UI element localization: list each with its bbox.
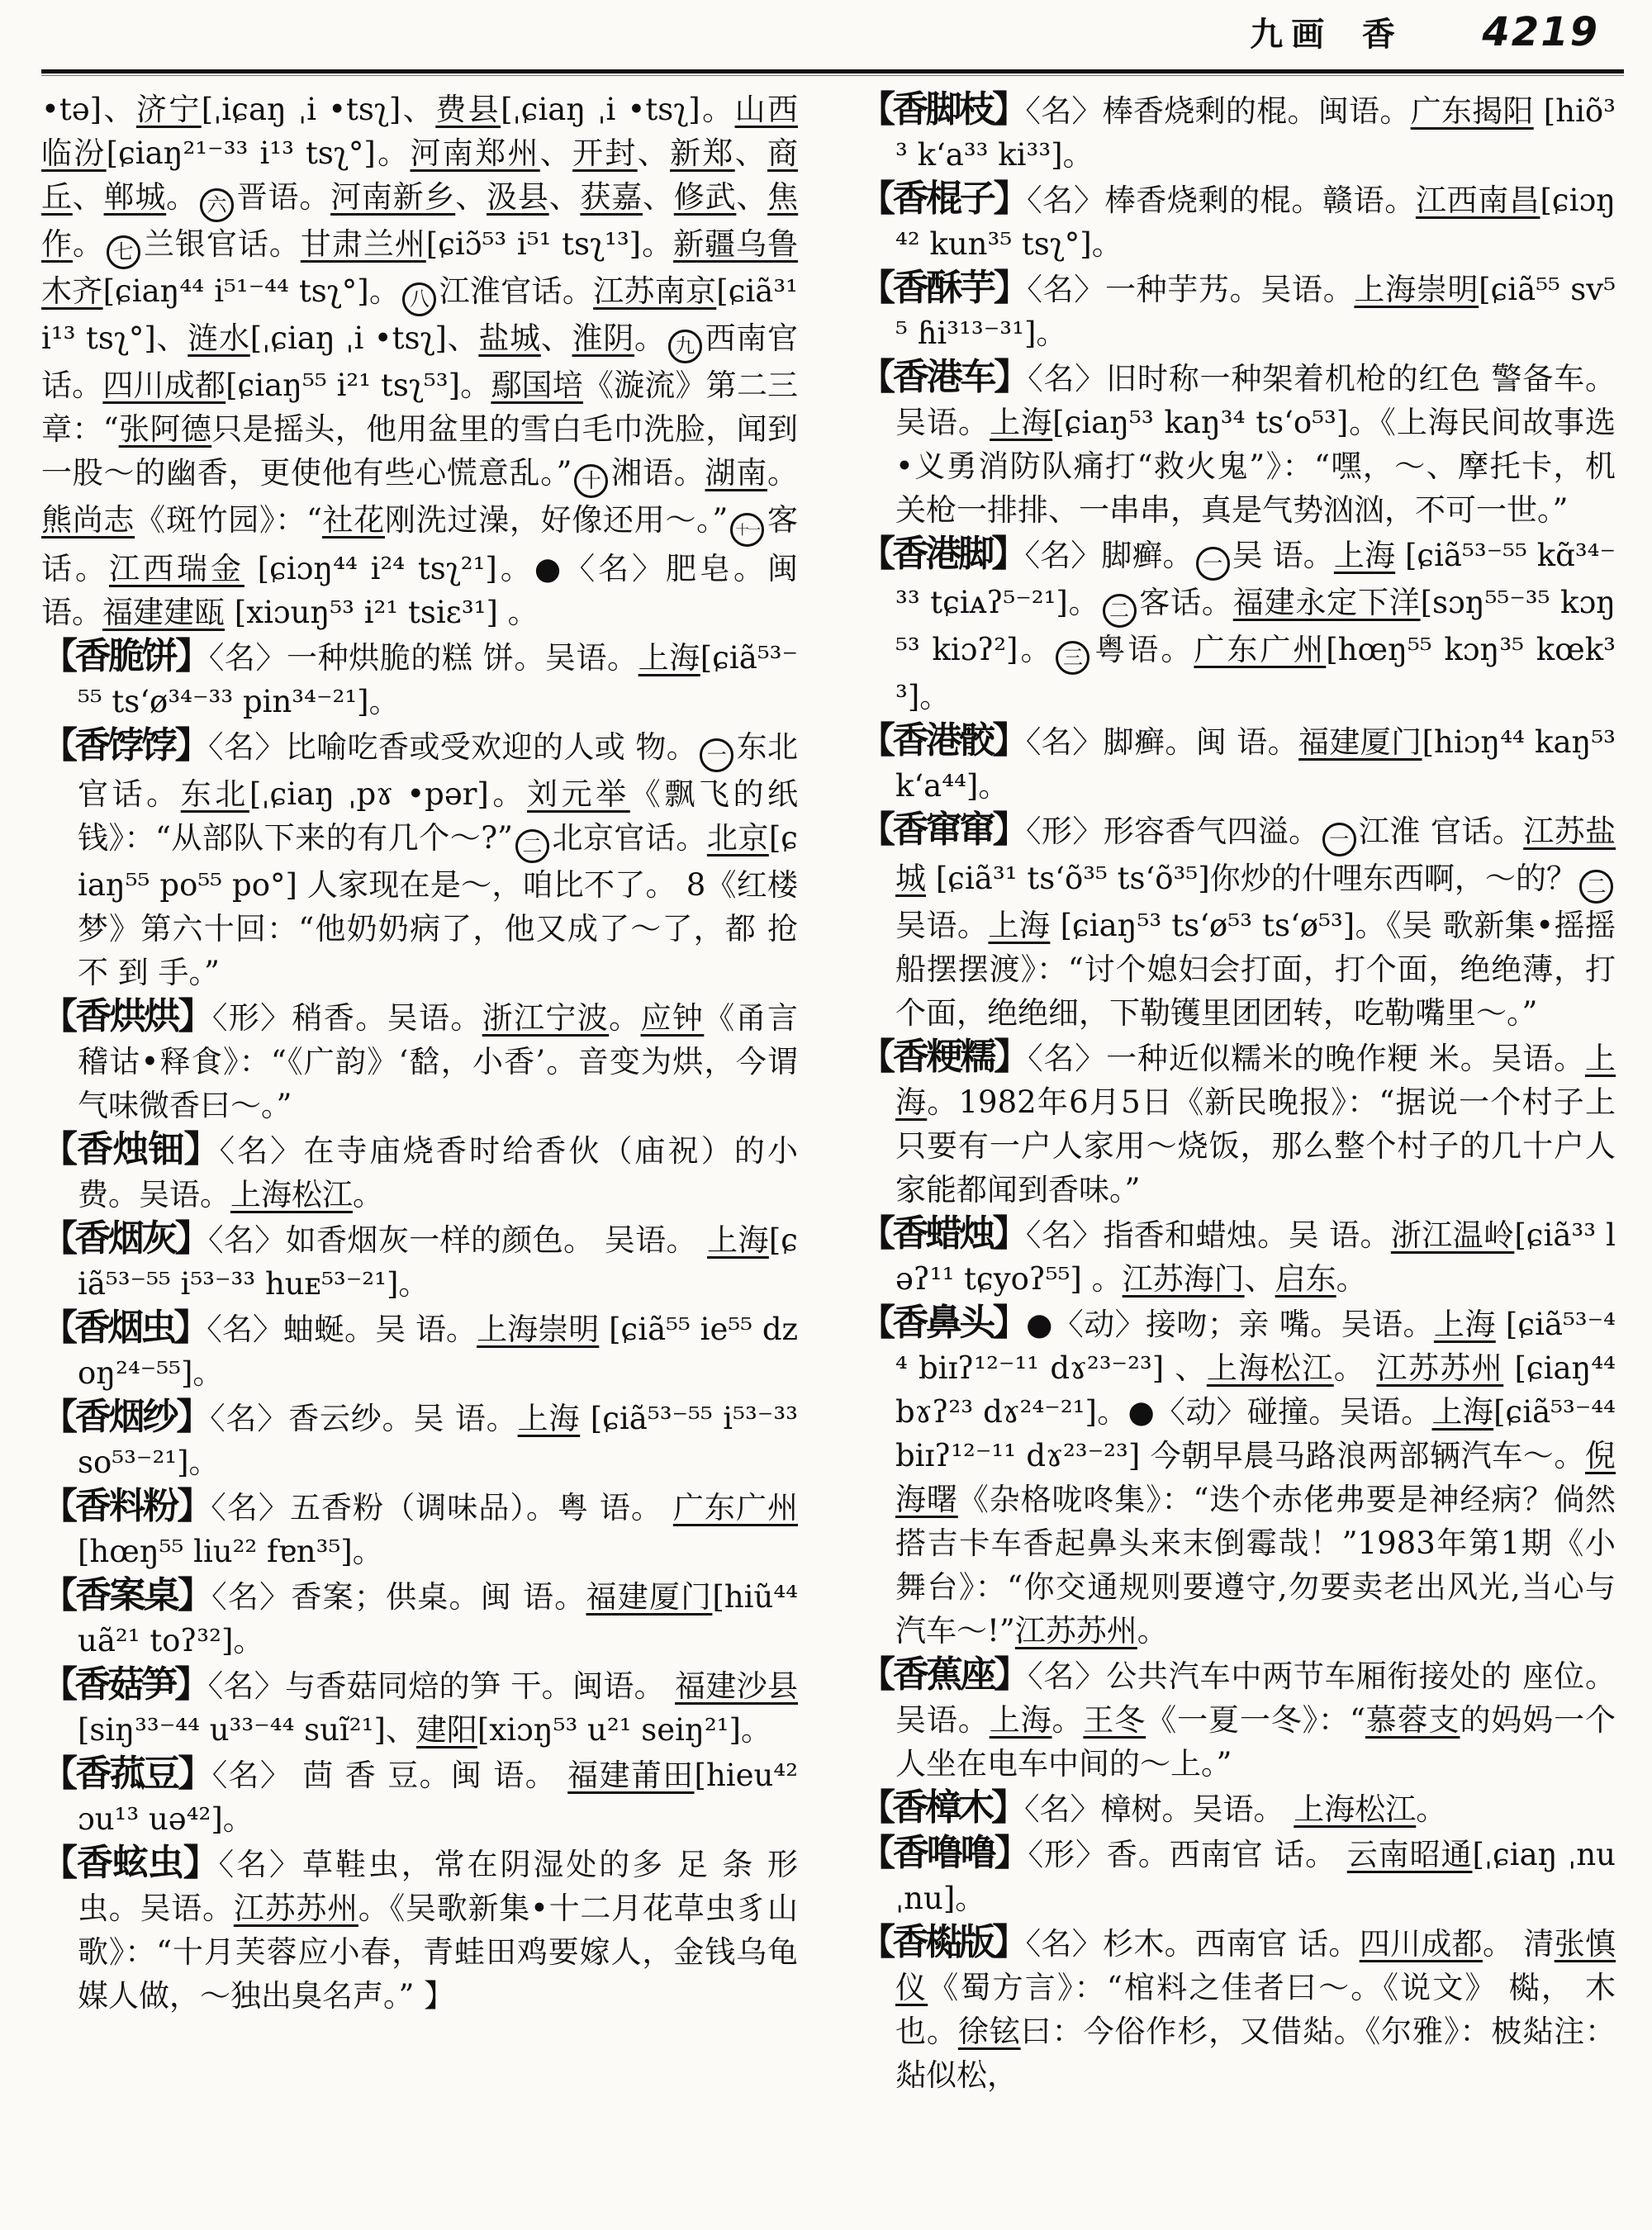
left-column — [41, 88, 798, 2018]
proper-noun: 上海 — [895, 1041, 1616, 1120]
proper-noun: 商丘 — [41, 135, 799, 215]
entry-headword: 【香港车】 — [859, 356, 1028, 398]
dictionary-entry: 【香烘烘】〈形〉稍香。吴语。浙江宁波。应钟《甬言稽诂•释食》：“《广韵》‘馠，小香’。音变为烘，今谓气味微香曰～。” — [41, 995, 799, 1123]
proper-noun: 江苏苏州 — [233, 1891, 358, 1926]
sense-number-circle: 二 — [515, 829, 549, 863]
proper-noun: 福建沙县 — [675, 1668, 799, 1704]
dictionary-entry: 【香檆版】〈名〉杉木。西南官 话。四川成都。 清张慎仪《蜀方言》：“棺料之佳者曰～。《说文》 檆， 木也。徐铉曰：今俗作杉，又借煔。《尔雅》：柀煔注：煔似松， — [859, 1921, 1616, 2093]
entry-headword: 【香酥芋】 — [859, 267, 1028, 309]
proper-noun: 上海 — [990, 405, 1053, 440]
proper-noun: 开封 — [572, 135, 638, 171]
proper-noun: 上海崇明 — [477, 1312, 600, 1347]
dictionary-entry: 【香港车】〈名〉旧时称一种架着机枪的红色 警备车。吴语。上海[ɕiaŋ⁵³ kaŋ³⁴ ts‘o⁵³]。《上海民间故事选•义勇消防队痛打“救火鬼”》：“嘿，～、摩托卡，机关枪一排排、一串串，真是气势汹汹，不可一世。” — [859, 356, 1616, 528]
sense-number-circle: 六 — [200, 188, 234, 222]
entry-headword: 【香菇笋】 — [41, 1663, 208, 1706]
proper-noun: 江西瑞金 — [108, 551, 244, 586]
entry-headword: 【香棍子】 — [859, 178, 1028, 220]
proper-noun: 王冬 — [1083, 1702, 1146, 1738]
proper-noun: 山西临汾 — [41, 92, 798, 171]
proper-noun: 江苏盐城 — [895, 814, 1616, 896]
proper-noun: 获嘉 — [580, 179, 643, 215]
proper-noun: 盐城 — [478, 320, 541, 356]
proper-noun: 广东广州 — [1194, 632, 1327, 667]
proper-noun: 江苏苏州 — [1014, 1613, 1137, 1649]
header-stroke-section: 九画 — [1250, 15, 1333, 54]
proper-noun: 新郑 — [670, 135, 735, 171]
proper-noun: 云南昭通 — [1346, 1837, 1473, 1872]
entry-headword: 【香烘烘】 — [41, 995, 212, 1037]
proper-noun: 湖南 — [705, 455, 768, 491]
dictionary-entry: 【香脆饼】〈名〉一种烘脆的糕 饼。吴语。上海[ɕiã⁵³⁻⁵⁵ ts‘ø³⁴⁻³³ pin³⁴⁻²¹]。 — [41, 635, 799, 719]
proper-noun: 慕蓉支 — [1365, 1702, 1460, 1738]
dictionary-entry: 【香菇笋】〈名〉与香菇同焙的笋 干。闽语。 福建沙县[siŋ³³⁻⁴⁴ u³³⁻⁴⁴ suĩ²¹]、建阳[xiɔŋ⁵³ u²¹ seiŋ²¹]。 — [41, 1663, 799, 1748]
proper-noun: 甘肃兰州 — [300, 226, 426, 262]
proper-noun: 淮阴 — [572, 320, 635, 356]
sense-number-circle: 一 — [1322, 823, 1356, 856]
dictionary-entry: 【香烟灰】〈名〉如香烟灰一样的颜色。 吴语。 上海[ɕiã⁵³⁻⁵⁵ i⁵³⁻³³ huᴇ⁵³⁻²¹]。 — [41, 1217, 799, 1302]
sense-number-circle: 八 — [402, 282, 436, 316]
proper-noun: 江苏南京 — [593, 273, 717, 309]
proper-noun: 上海 — [638, 640, 700, 676]
proper-noun: 社花 — [321, 502, 386, 538]
dictionary-entry: 【香港脚】〈名〉脚癣。 一 吴 语。上海 [ɕiã⁵³⁻⁵⁵ kɑ̃³⁴⁻³³ tɕiᴀʔ⁵⁻²¹]。 二 客话。福建永定下洋[sɔŋ⁵⁵⁻³⁵ kɔŋ⁵³ kiɔʔ²]。 三 粤语。广东广州[hœŋ⁵⁵ kɔŋ³⁵ kœk³³]。 — [859, 533, 1616, 714]
sense-number-circle: 二 — [1103, 594, 1137, 628]
dictionary-entry: 【香鼻头】●〈动〉接吻；亲 嘴。吴语。上海 [ɕiã⁵³⁻⁴⁴ biɪʔ¹²⁻¹¹ dɤ²³⁻²³] 、上海松江。 江苏苏州 [ɕiaŋ⁴⁴ bɤʔ²³ dɤ²⁴⁻²¹]。●〈动〉碰撞。吴语。上海[ɕiã⁵³⁻⁴⁴ biɪʔ¹²⁻¹¹ dɤ²³⁻²³] 今朝早晨马路浪两部辆汽车～。倪海曙《杂格咙咚集》：“迭个赤佬弗要是神经病？倘然搭吉卡车香起鼻头来末倒霉哉！”1983年第1期《小舞台》：“你交通规则要遵守,勿要卖老出风光,当心与汽车～!”江苏苏州。 — [859, 1302, 1616, 1649]
entry-headword: 【香案桌】 — [41, 1574, 212, 1616]
proper-noun: 福建莆田 — [567, 1758, 695, 1793]
page-number: 4219 — [1482, 9, 1599, 55]
entry-headword: 【香蚿虫】 — [41, 1842, 219, 1884]
entry-headword: 【香烛钿】 — [41, 1128, 220, 1170]
proper-noun: 应钟 — [640, 1000, 705, 1036]
proper-noun: 四川成都 — [102, 368, 226, 403]
proper-noun: 福建永定下洋 — [1232, 585, 1421, 620]
proper-noun: 上海 — [988, 908, 1051, 943]
dictionary-entry: 【香棍子】〈名〉棒香烧剩的棍。赣语。江西南昌[ɕiɔŋ⁴² kun³⁵ tsʅ°]。 — [859, 178, 1616, 262]
dictionary-entry: 【香噜噜】〈形〉香。西南官 话。 云南昭通[ˌɕiaŋ ˌnu ˌnu]。 — [859, 1832, 1616, 1916]
proper-noun: 张阿德 — [118, 411, 212, 447]
dictionary-entry: 【香蜡烛】〈名〉指香和蜡烛。吴 语。浙江温岭[ɕiã³³ ləʔ¹¹ tɕyoʔ⁵⁵] 。江苏海门、启东。 — [859, 1212, 1616, 1297]
proper-noun: 汲县 — [487, 179, 549, 215]
proper-noun: 四川成都 — [1359, 1926, 1483, 1962]
proper-noun: 福建厦门 — [586, 1579, 713, 1615]
proper-noun: 涟水 — [188, 320, 250, 356]
proper-noun: 新疆乌鲁木齐 — [41, 226, 799, 309]
right-column — [859, 88, 1616, 2097]
sense-number-circle: 一 — [700, 738, 733, 772]
sense-number-circle: 七 — [107, 235, 140, 269]
entry-headword: 【香料粉】 — [41, 1485, 211, 1527]
proper-noun: 倪海曙 — [895, 1438, 1616, 1517]
proper-noun: 张慎仪 — [895, 1926, 1616, 2005]
proper-noun: 上海 — [1333, 538, 1396, 573]
header-radical-char: 香 — [1361, 15, 1395, 54]
dictionary-entry: 【香蕉座】〈名〉公共汽车中两节车厢衔接处的 座位。吴语。上海。王冬《一夏一冬》：“慕蓉支的妈妈一个人坐在电车中间的～上。” — [859, 1654, 1616, 1782]
entry-headword: 【香脆饼】 — [41, 635, 209, 677]
proper-noun: 上海 — [517, 1401, 581, 1436]
dictionary-entry: 【香烟纱】〈名〉香云纱。吴 语。上海 [ɕiã⁵³⁻⁵⁵ i⁵³⁻³³ so⁵³⁻²¹]。 — [41, 1396, 799, 1480]
proper-noun: 建阳 — [415, 1712, 477, 1748]
sense-number-circle: 一 — [1196, 547, 1230, 581]
entry-headword: 【香烟虫】 — [41, 1307, 207, 1349]
proper-noun: 济宁 — [135, 92, 202, 127]
sense-number-circle: 十一 — [730, 513, 764, 547]
proper-noun: 上海 — [707, 1222, 769, 1258]
proper-noun: 上海松江 — [230, 1177, 353, 1212]
proper-noun: 熊尚志 — [41, 502, 135, 538]
entry-headword: 【香烟纱】 — [41, 1396, 211, 1438]
proper-noun: 上海崇明 — [1354, 272, 1479, 307]
proper-noun: 上海 — [1433, 1307, 1496, 1342]
proper-noun: 上海松江 — [1206, 1350, 1334, 1386]
dictionary-entry: 【香港骹】〈名〉脚癣。闽 语。福建厦门[hiɔŋ⁴⁴ kaŋ⁵³ k‘a⁴⁴]。 — [859, 719, 1616, 804]
proper-noun: 郸城 — [103, 179, 167, 215]
entry-headword: 【香蜡烛】 — [859, 1212, 1026, 1255]
dictionary-entry: 【香脚枝】〈名〉棒香烧剩的棍。闽语。广东揭阳 [hiõ³³ k‘a³³ ki³³]。 — [859, 88, 1616, 173]
proper-noun: 徐铉 — [957, 2014, 1021, 2049]
entry-headword: 【香樟木】 — [859, 1786, 1024, 1829]
proper-noun: 东北 — [180, 776, 249, 812]
proper-noun: 鄢国培 — [491, 368, 583, 403]
sense-number-circle: 九 — [668, 330, 702, 363]
dictionary-entry: 【香酥芋】〈名〉一种芋艿。吴语。上海崇明[ɕiã⁵⁵ sv⁵⁵ ɦi³¹³⁻³¹]。 — [859, 267, 1616, 351]
dictionary-entry: 【香案桌】〈名〉香案；供桌。闽 语。福建厦门[hiũ⁴⁴ uã²¹ toʔ³²]。 — [41, 1574, 799, 1658]
dictionary-entry: 【香粳糯】〈名〉一种近似糯米的晚作粳 米。吴语。上海。1982年6月5日《新民晚报》：“据说一个村子上只要有一户人家用～烧饭，那么整个村子的几十户人家能都闻到香味。” — [859, 1036, 1616, 1208]
sense-number-circle: 三 — [1056, 641, 1089, 675]
entry-headword: 【香窜窜】 — [859, 809, 1027, 851]
entry-headword: 【香港骹】 — [859, 719, 1026, 762]
proper-noun: 焦作 — [41, 179, 799, 262]
sense-number-circle: 十 — [574, 464, 608, 498]
proper-noun: 上海松江 — [1294, 1791, 1417, 1827]
entry-headword: 【香鼻头】 — [859, 1302, 1027, 1344]
proper-noun: 上海 — [1431, 1394, 1494, 1430]
header-rule — [41, 69, 1624, 74]
proper-noun: 浙江温岭 — [1390, 1217, 1515, 1253]
proper-noun: 江苏海门 — [1122, 1261, 1245, 1297]
proper-noun: 启东 — [1275, 1261, 1336, 1297]
proper-noun: 广东揭阳 — [1410, 93, 1534, 129]
entry-headword: 【香烟灰】 — [41, 1217, 208, 1260]
dictionary-entry: 【香菰豆】〈名〉 茴 香 豆。闽 语。 福建莆田[hieu⁴² ɔu¹³ uə⁴²]。 — [41, 1753, 799, 1837]
entry-headword: 【香港脚】 — [859, 533, 1025, 575]
entry-headword: 【香脚枝】 — [859, 88, 1026, 130]
dictionary-entry: 【香烟虫】〈名〉蚰蜒。吴 语。上海崇明 [ɕiã⁵⁵ ie⁵⁵ dzoŋ²⁴⁻⁵⁵]。 — [41, 1307, 799, 1391]
proper-noun: 江西南昌 — [1415, 183, 1540, 218]
dictionary-entry: 【香料粉】〈名〉五香粉（调味品）。粤 语。 广东广州[hœŋ⁵⁵ liu²² fɐn³⁵]。 — [41, 1485, 799, 1569]
dictionary-entry: 【香蚿虫】〈名〉草鞋虫，常在阴湿处的多 足 条 形 虫。吴语。江苏苏州。《吴歌新集•十二月花草虫豸山歌》：“十月芙蓉应小春，青蛙田鸡要嫁人，金钱乌龟媒人做，～独出臭名声。” 】 — [41, 1842, 799, 2014]
entry-headword: 【香粳糯】 — [859, 1036, 1028, 1078]
sense-number-circle: 二 — [1579, 870, 1613, 904]
proper-noun: 北京 — [706, 820, 769, 856]
proper-noun: 费县 — [435, 92, 501, 127]
page-header — [0, 8, 1599, 55]
proper-noun: 上海 — [989, 1702, 1052, 1738]
proper-noun: 福建厦门 — [1298, 724, 1422, 760]
entry-headword: 【香饽饽】 — [41, 724, 209, 766]
entry-headword: 【香噜噜】 — [859, 1832, 1028, 1874]
proper-noun: 福建建瓯 — [102, 595, 225, 630]
proper-noun: 浙江宁波 — [482, 1000, 610, 1036]
proper-noun: 河南郑州 — [410, 135, 540, 171]
proper-noun: 广东广州 — [672, 1490, 799, 1525]
dictionary-entry: 【香窜窜】〈形〉形容香气四溢。 一 江淮 官话。江苏盐城 [ɕiã³¹ ts‘õ³⁵ ts‘õ³⁵]你炒的什哩东西啊，～的？ 二吴语。上海 [ɕiaŋ⁵³ ts‘ø⁵³ ts‘ø⁵³]。《吴 歌新集•摇摇船摆摆渡》：“讨个媳妇会打面，打个面，绝绝薄，打个面，绝绝细，下勒镬里团团转，吃勒嘴里～。” — [859, 809, 1616, 1031]
dictionary-entry: 【香饽饽】〈名〉比喻吃香或受欢迎的人或 物。 一 东北官话。东北[ˌɕiaŋ ˌpɤ •pər]。刘元举《飘飞的纸钱》：“从部队下来的有几个～?” 二 北京官话。北京[ɕiaŋ⁵⁵ po⁵⁵ po°] 人家现在是～，咱比不了。 8《红楼梦》第六十回：“他奶奶病了，他又成了～了，都 抢 不 到 手。” — [41, 724, 799, 990]
proper-noun: 修武 — [673, 179, 737, 215]
proper-noun: 江苏苏州 — [1376, 1350, 1504, 1386]
entry-headword: 【香菰豆】 — [41, 1753, 212, 1795]
dictionary-entry: 【香烛钿】〈名〉在寺庙烧香时给香伙（庙祝）的小费。吴语。上海松江。 — [41, 1128, 799, 1212]
dictionary-entry: •tə]、济宁[ˌiɕaŋ ˌi •tsʅ]、费县[ˌɕiaŋ ˌi •tsʅ]。山西临汾[ɕiaŋ²¹⁻³³ i¹³ tsʅ°]。河南郑州、开封、新郑、商丘、郸城。 六 晋语。河南新乡、汲县、获嘉、修武、焦作。 七 兰银官话。甘肃兰州[ɕiɔ̃⁵³ i⁵¹ tsʅ¹³]。新疆乌鲁木齐[ɕiaŋ⁴⁴ i⁵¹⁻⁴⁴ tsʅ°]。 八 江淮官话。江苏南京[ɕiã³¹ i¹³ tsʅ°]、涟水[ˌɕiaŋ ˌi •tsʅ]、盐城、淮阴。 九 西南官话。四川成都[ɕiaŋ⁵⁵ i²¹ tsʅ⁵³]。鄢国培《漩流》第二三章：“张阿德只是摇头，他用盆里的雪白毛巾洗脸，闻到一股～的幽香，更使他有些心慌意乱。” 十 湘语。湖南。熊尚志《斑竹园》：“社花刚洗过澡，好像还用～。” 十一 客话。江西瑞金 [ɕiɔŋ⁴⁴ i²⁴ tsʅ²¹]。●〈名〉肥皂。闽语。福建建瓯 [xiɔuŋ⁵³ i²¹ tsiɛ³¹] 。 — [41, 92, 799, 630]
dictionary-entry: 【香樟木】〈名〉樟树。吴语。 上海松江。 — [859, 1786, 1447, 1829]
entry-headword: 【香蕉座】 — [859, 1654, 1028, 1696]
proper-noun: 河南新乡 — [330, 179, 456, 215]
proper-noun: 刘元举 — [527, 776, 630, 812]
entry-headword: 【香檆版】 — [859, 1921, 1026, 1963]
